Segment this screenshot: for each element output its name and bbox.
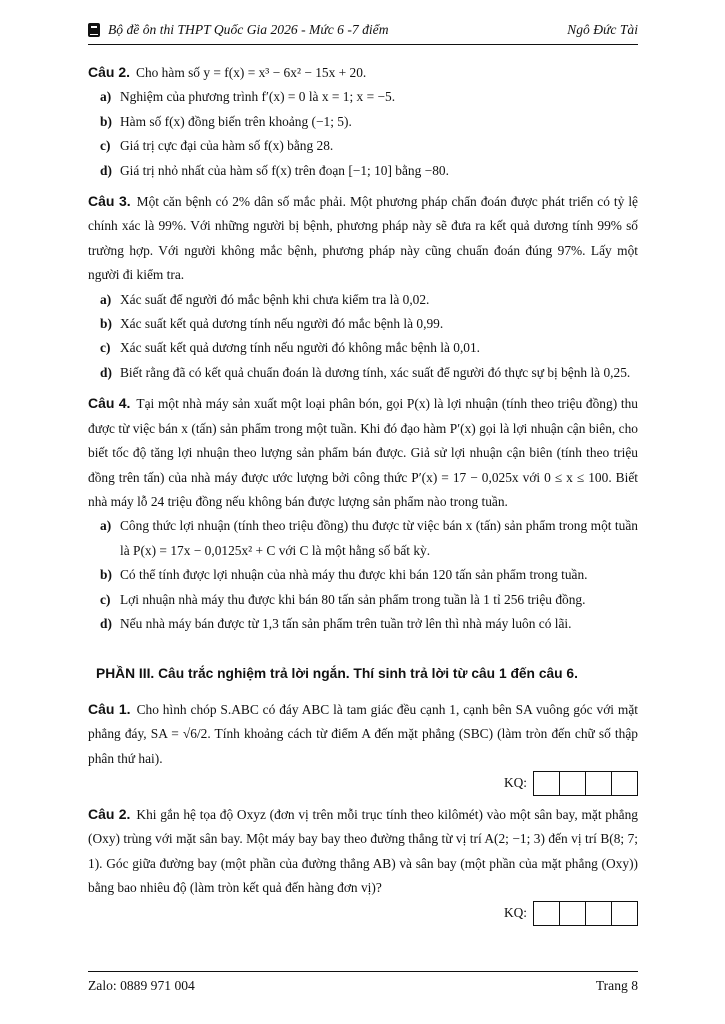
section-heading: PHẦN III. Câu trắc nghiệm trả lời ngắn. Thí sinh trả lời từ câu 1 đến câu 6. (96, 666, 578, 682)
answer-item: c) Lợi nhuận nhà máy thu được khi bán 80 tấn sản phẩm trong tuần là 1 tỉ 256 triệu đồng. (100, 591, 586, 607)
question-label: Câu 2. (88, 64, 131, 80)
document-page (88, 0, 638, 1024)
question-label: Câu 3. (88, 193, 131, 210)
question-stem: Một căn bệnh có 2% dân số mắc phải. Một phương pháp chẩn đoán được phát triển có tỷ lệ chính xác là 99%. Với những người bị bệnh, phương pháp này sẽ đưa ra kết quả dương tính 99% số trường hợp. Với người không mắc bệnh, phương pháp này cũng chuẩn đoán đúng 97%. Lấy một người đi kiểm tra. (88, 194, 639, 283)
answer-item: b) Xác suất kết quả dương tính nếu người đó mắc bệnh là 0,99. (100, 316, 444, 332)
question-4 (88, 391, 638, 636)
short-answer-question-1 (88, 697, 638, 796)
answer-boxes[interactable] (533, 771, 638, 796)
answer-item: b) Hàm số f(x) đồng biến trên khoảng (−1; 5). (100, 113, 352, 129)
answer-item: a) Xác suất để người đó mắc bệnh khi chưa kiểm tra là 0,02. (100, 291, 430, 307)
question-text: Khi gắn hệ tọa độ Oxyz (đơn vị trên mỗi trục tính theo kilômét) vào một sân bay, mặt phẳng (Oxy) trùng với mặt sân bay. Một máy bay bay theo đường thẳng từ vị trí A(2; −1; 3) đến vị trí B(8; 7; 1). Góc giữa đường bay (một phần của đường thẳng AB) và sân bay (một phần của mặt phẳng (Oxy)) bằng bao nhiêu độ (làm tròn kết quả đến hàng đơn vị)? (88, 806, 639, 896)
question-2 (88, 60, 638, 183)
short-answer-question-2 (88, 802, 638, 926)
question-label: Câu 1. (88, 700, 131, 717)
answer-label: KQ: (503, 775, 527, 791)
answer-boxes[interactable] (533, 901, 638, 926)
header-title: Bộ đề ôn thi THPT Quốc Gia 2026 - Mức 6 -7 điểm (108, 22, 389, 37)
answer-item: d) Biết rằng đã có kết quả chuẩn đoán là dương tính, xác suất để người đó thực sự bị bệnh là 0,25. (100, 364, 631, 380)
answer-item: c) Giá trị cực đại của hàm số f(x) bằng 28. (100, 138, 334, 154)
question-label: Câu 4. (88, 395, 131, 412)
answer-item: a) Nghiệm của phương trình f′(x) = 0 là x = 1; x = −5. (100, 89, 396, 105)
page-content (88, 60, 638, 926)
answer-item: d) Nếu nhà máy bán được từ 1,3 tấn sản phẩm trên tuần trở lên thì nhà máy luôn có lãi. (100, 615, 572, 631)
page-header (88, 22, 638, 42)
page-number: Trang 8 (595, 978, 638, 993)
answer-item: b) Có thể tính được lợi nhuận của nhà máy thu được khi bán 120 tấn sản phẩm trong tuần. (100, 567, 588, 583)
book-icon (88, 23, 100, 37)
header-divider (88, 44, 638, 45)
footer-divider (88, 971, 638, 972)
question-3 (88, 189, 638, 385)
header-author: Ngô Đức Tài (567, 22, 638, 37)
answer-item: a) Công thức lợi nhuận (tính theo triệu đồng) thu được từ việc bán x (tấn) sản phẩm trong một tuần là P(x) = 17x − 0,0125x² + C với C là một hằng số bất kỳ. (100, 518, 638, 558)
question-label: Câu 2. (88, 805, 131, 822)
answer-item: d) Giá trị nhỏ nhất của hàm số f(x) trên đoạn [−1; 10] bằng −80. (100, 162, 449, 178)
question-stem: Cho hàm số y = f(x) = x³ − 6x² − 15x + 20. (136, 65, 367, 80)
question-stem: Tại một nhà máy sản xuất một loại phân bón, gọi P(x) là lợi nhuận (tính theo triệu đồng) thu được từ việc bán x (tấn) sản phẩm trong một tuần. Khi đó đạo hàm P′(x) gọi là lợi nhuận cận biên, cho biết tốc độ tăng lợi nhuận theo lượng sản phẩm bán được. Giả sử lợi nhuận cận biên (tính theo triệu đồng trên tấn) của nhà máy được ước lượng bởi công thức P′(x) = 17 − 0,025x với 0 ≤ x ≤ 100. Biết nhà máy lỗ 24 triệu đồng nếu không bán được lượng sản phẩm nào trong tuần. (88, 396, 639, 509)
footer-contact: Zalo: 0889 971 004 (88, 978, 195, 993)
answer-label: KQ: (503, 904, 527, 920)
page-footer (88, 978, 638, 994)
question-text: Cho hình chóp S.ABC có đáy ABC là tam giác đều cạnh 1, cạnh bên SA vuông góc với mặt phẳng đáy, SA = √6/2. Tính khoảng cách từ điểm A đến mặt phẳng (SBC) (làm tròn đến chữ số thập phân thứ hai). (88, 701, 639, 766)
answer-item: c) Xác suất kết quả dương tính nếu người đó không mắc bệnh là 0,01. (100, 340, 481, 356)
